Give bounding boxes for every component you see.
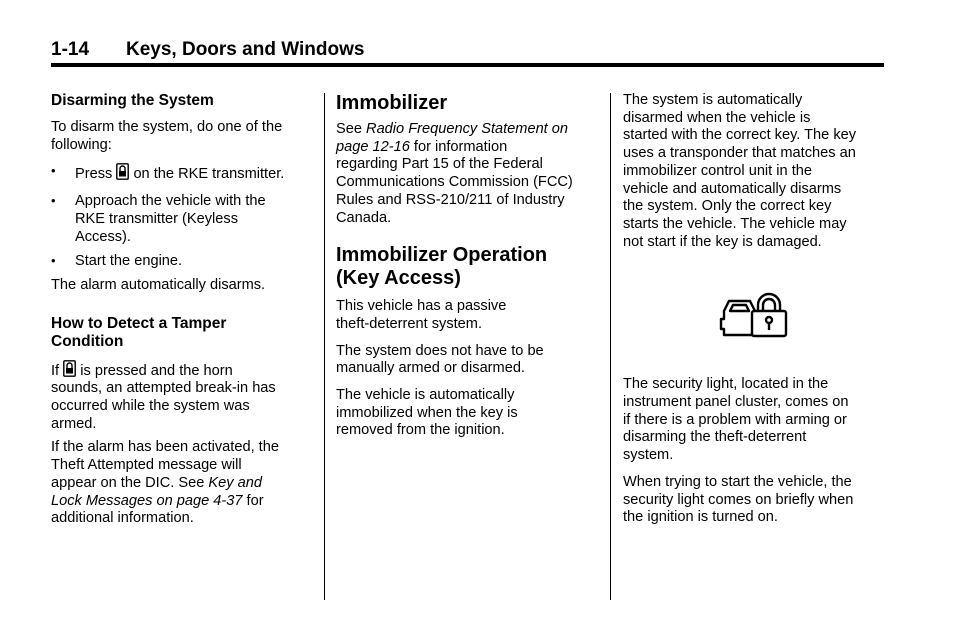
column-2 <box>336 92 602 440</box>
list-item: • Press on the RKE transmitter. <box>51 163 285 183</box>
list-item: • Start the engine. <box>51 253 183 270</box>
column-divider-2 <box>610 93 611 600</box>
disarm-intro: To disarm the system, do one of the following: <box>51 119 283 153</box>
disarm-list <box>51 163 313 271</box>
alarm-paragraph: If the alarm has been activated, the Theft Attempted message will appear on the DIC. See Key and Lock Messages on page 4-37 for additional information. <box>51 439 279 527</box>
tamper-paragraph: If is pressed and the horn sounds, an attempted break-in has occurred while the system was armed. <box>51 360 313 434</box>
passive-paragraph: This vehicle has a passive theft-deterrent system. <box>336 298 507 332</box>
lock-icon <box>63 360 76 377</box>
column-1 <box>51 92 313 528</box>
bullet-icon: • <box>51 163 56 179</box>
bullet-icon: • <box>51 253 56 269</box>
header-line <box>51 38 884 62</box>
cross-reference[interactable]: Lock Messages on page 4-37 <box>51 492 243 509</box>
security-light-paragraph: The security light, located in the instrument panel cluster, comes on if there is a problem with arming or disarming the theft-deterrent system. <box>623 376 849 464</box>
heading-immobilizer: Immobilizer <box>336 92 448 114</box>
heading-disarming: Disarming the System <box>51 92 214 109</box>
start-paragraph: When trying to start the vehicle, the security light comes on briefly when the ignition is turned on. <box>623 473 854 526</box>
cross-reference[interactable]: Radio Frequency Statement on <box>366 121 569 137</box>
alarm-disarms: The alarm automatically disarms. <box>51 276 266 293</box>
radio-frequency-paragraph: See Radio Frequency Statement on page 12-16 for information regarding Part 15 of the Federal Communications Commission (FCC) Rules and RSS-210/211 of Industry Canada. <box>336 121 573 226</box>
header-rule <box>51 63 884 67</box>
page-header <box>51 38 884 62</box>
heading-immobilizer-operation: Immobilizer Operation (Key Access) <box>336 244 548 290</box>
list-item: • Approach the vehicle with the RKE transmitter (Keyless Access). <box>51 193 266 245</box>
manual-paragraph: The system does not have to be manually armed or disarmed. <box>336 342 544 377</box>
column-divider-1 <box>324 93 325 600</box>
security-light-icon <box>718 289 790 339</box>
bullet-icon: • <box>51 193 56 209</box>
immobilized-paragraph: The vehicle is automatically immobilized when the key is removed from the ignition. <box>336 387 518 439</box>
heading-tamper: How to Detect a Tamper Condition <box>51 314 227 350</box>
lock-icon <box>116 163 129 180</box>
auto-disarm-paragraph: The system is automatically disarmed when the vehicle is started with the correct key. The key uses a transponder that matches an immobilizer control unit in the vehicle and automatically disarms the system. Only the correct key starts the vehicle. The vehicle may not start if the key is damaged. <box>623 92 857 250</box>
section-title: Keys, Doors and Windows <box>126 39 365 60</box>
cross-reference[interactable]: page 12-16 <box>336 138 410 155</box>
page-number: 1-14 <box>51 39 90 60</box>
cross-reference[interactable]: Key and <box>208 474 262 491</box>
